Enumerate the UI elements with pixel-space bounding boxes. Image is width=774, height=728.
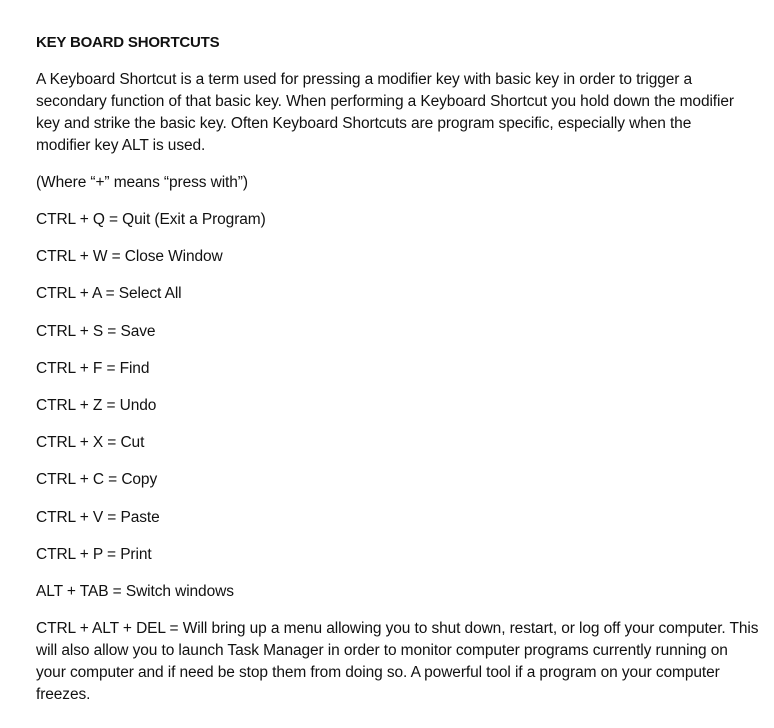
ctrl-alt-del-paragraph: CTRL + ALT + DEL = Will bring up a menu allowing you to shut down, restart, or log off your computer. This will also allow you to launch Task Manager in order to monitor computer programs currently running on your computer and if need be stop them from doing so. A powerful tool if a program on your computer freezes. xyxy=(36,620,759,704)
shortcut-find: CTRL + F = Find xyxy=(36,359,150,377)
shortcut-close-window: CTRL + W = Close Window xyxy=(36,248,223,266)
shortcut-select-all: CTRL + A = Select All xyxy=(36,285,182,303)
shortcut-undo: CTRL + Z = Undo xyxy=(36,396,157,414)
shortcut-switch-windows: ALT + TAB = Switch windows xyxy=(36,582,234,600)
shortcut-save: CTRL + S = Save xyxy=(36,322,156,340)
shortcut-cut: CTRL + X = Cut xyxy=(36,434,145,452)
shortcut-print: CTRL + P = Print xyxy=(36,545,152,563)
shortcut-copy: CTRL + C = Copy xyxy=(36,471,158,489)
notation-note: (Where “+” means “press with”) xyxy=(36,174,248,191)
shortcut-quit: CTRL + Q = Quit (Exit a Program) xyxy=(36,211,266,228)
document-heading: KEY BOARD SHORTCUTS xyxy=(36,34,220,51)
shortcut-paste: CTRL + V = Paste xyxy=(36,508,160,526)
intro-paragraph: A Keyboard Shortcut is a term used for pressing a modifier key with basic key in order to trigger a secondary function of that basic key. When performing a Keyboard Shortcut you hold down the modifier key and strike the basic key. Often Keyboard Shortcuts are program specific, especially when the modifier key ALT is used. xyxy=(36,71,734,154)
document-page xyxy=(36,32,766,721)
